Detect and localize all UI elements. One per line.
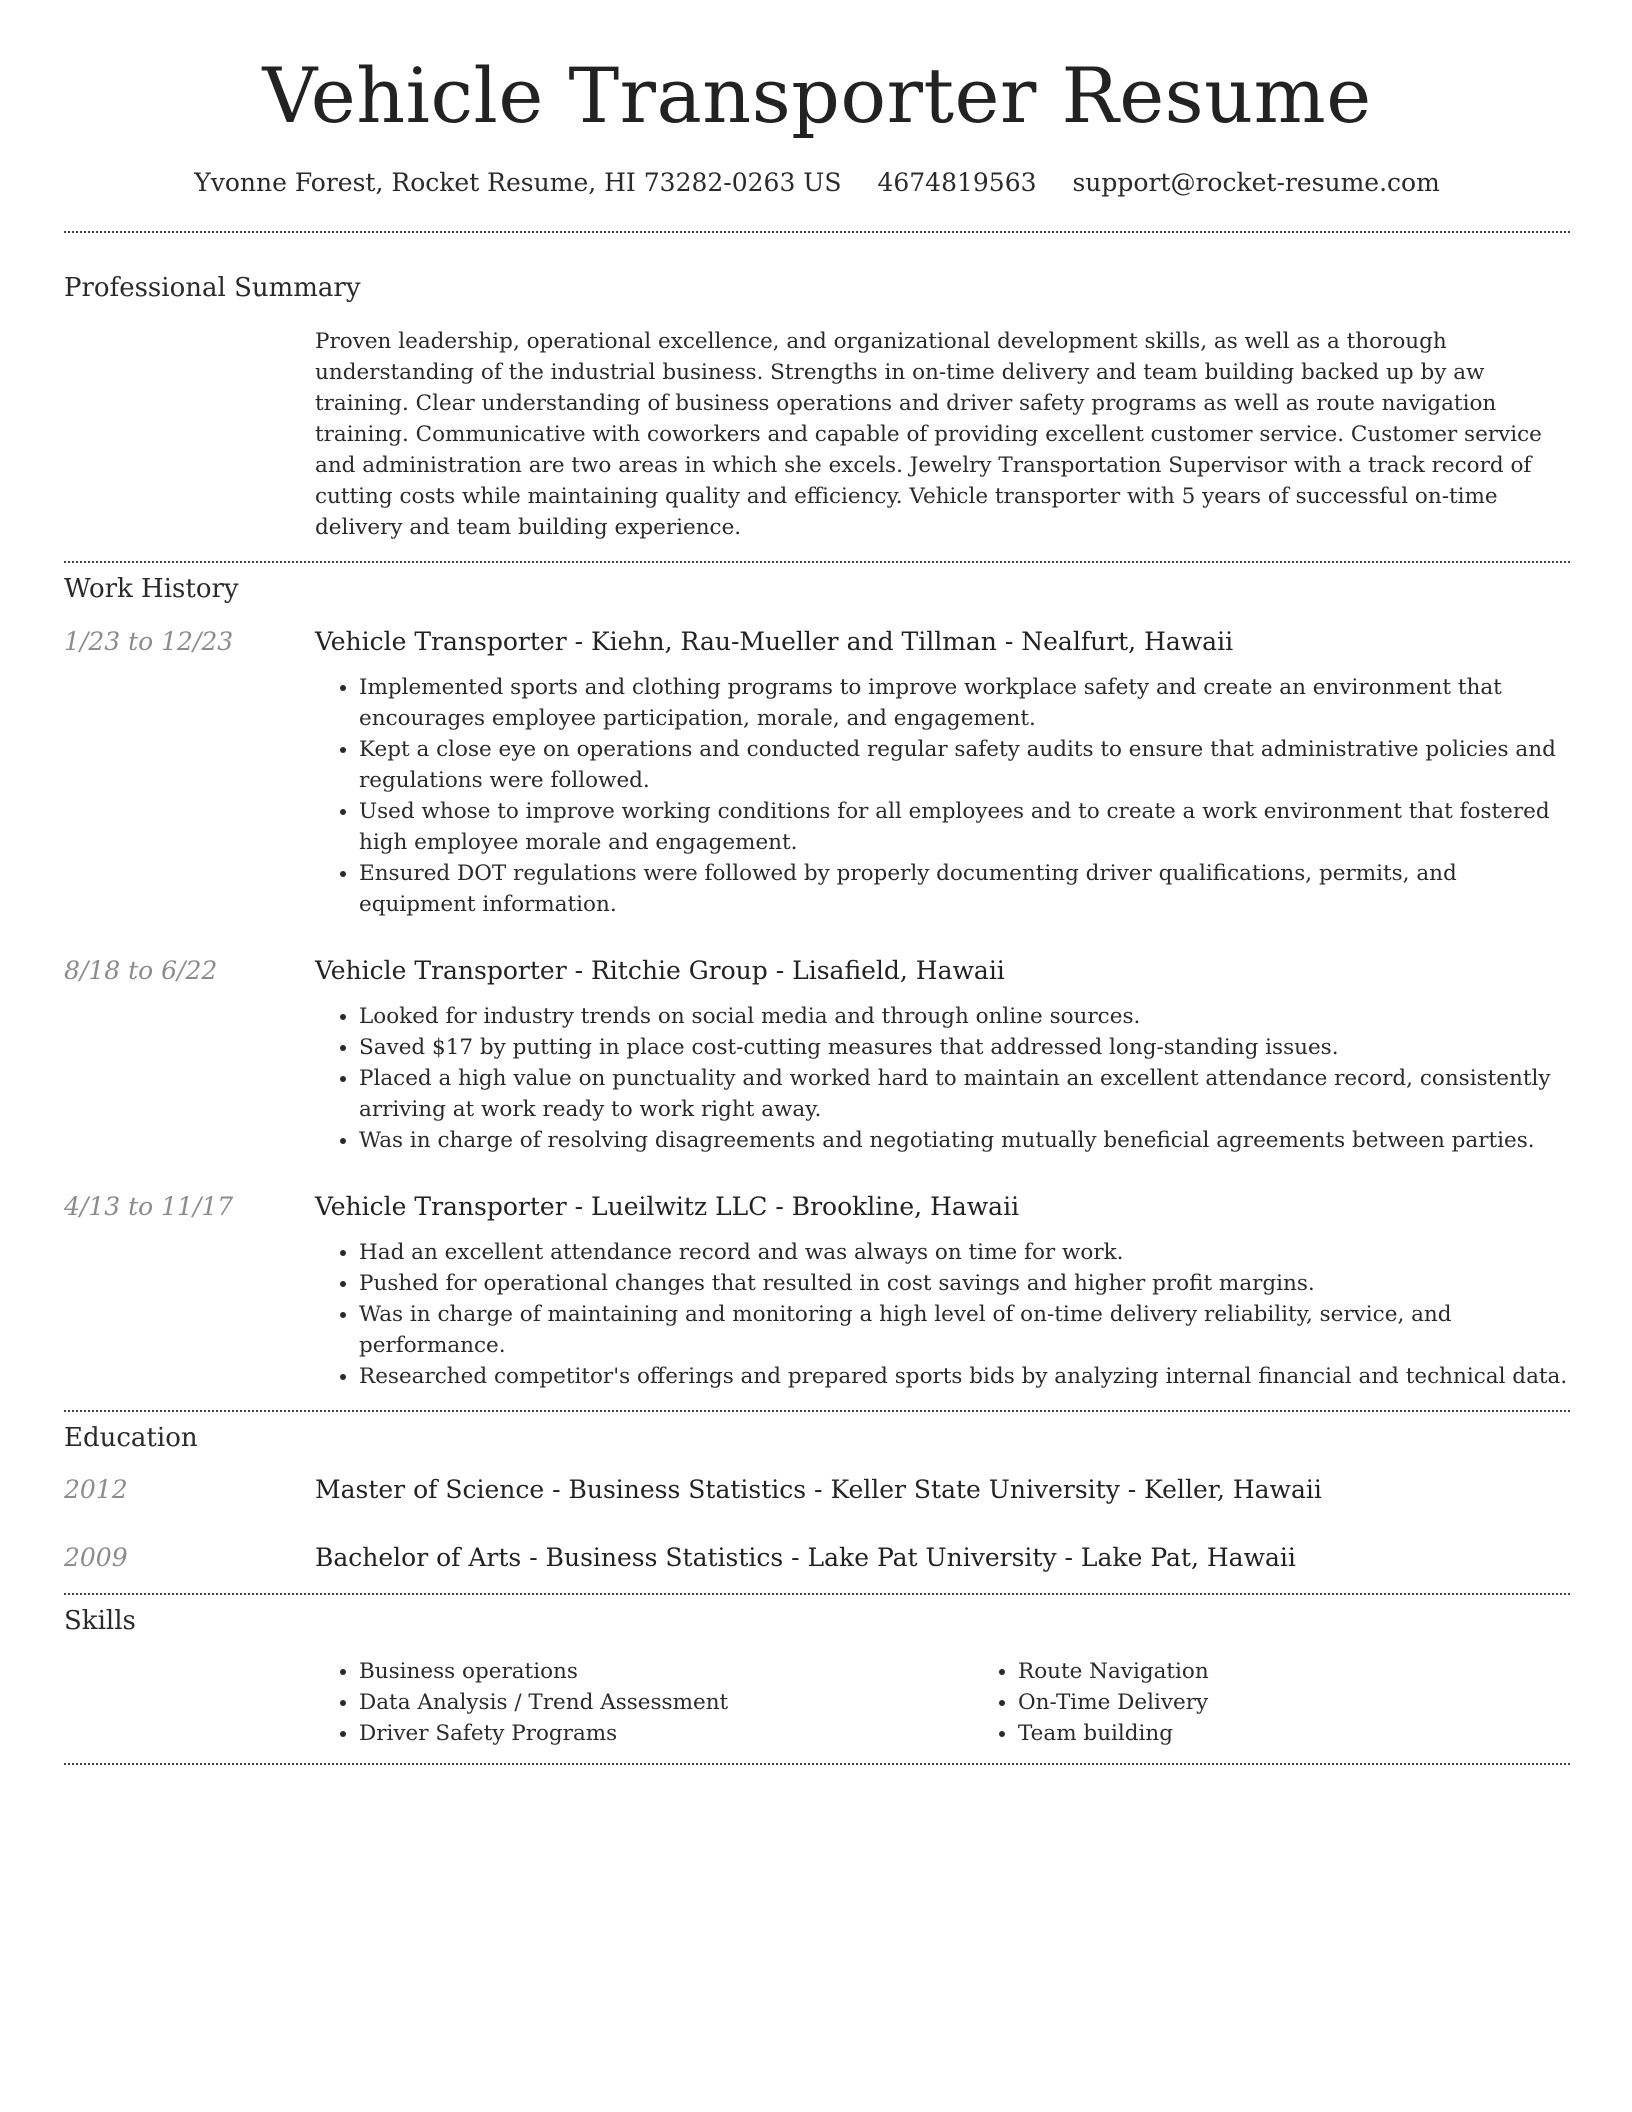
list-item: • Ensured DOT regulations were followed by properly documenting driver qualifications, permits, and equipment information. <box>359 858 1570 920</box>
list-item: • Looked for industry trends on social media and through online sources. <box>359 1001 1570 1032</box>
skills-heading: Skills <box>64 1606 136 1636</box>
job-bullets <box>315 672 1570 920</box>
list-item: • Kept a close eye on operations and conducted regular safety audits to ensure that administrative policies and regulations were followed. <box>359 734 1570 796</box>
list-item: • Was in charge of resolving disagreements and negotiating mutually beneficial agreements between parties. <box>359 1125 1570 1156</box>
skills-section <box>64 1656 1570 1749</box>
list-item: • Used whose to improve working conditions for all employees and to create a work environment that fostered high employee morale and engagement. <box>359 796 1570 858</box>
skill-item: • Business operations <box>359 1656 974 1687</box>
skill-item: • Driver Safety Programs <box>359 1718 974 1749</box>
list-item: • Pushed for operational changes that resulted in cost savings and higher profit margins. <box>359 1268 1570 1299</box>
education-entry <box>64 1473 1570 1507</box>
list-item: • Researched competitor's offerings and prepared sports bids by analyzing internal financial and technical data. <box>359 1361 1570 1392</box>
job-dates: 8/18 to 6/22 <box>64 956 218 985</box>
list-item: • Had an excellent attendance record and was always on time for work. <box>359 1237 1570 1268</box>
list-item: • Was in charge of maintaining and monitoring a high level of on-time delivery reliability, service, and performance. <box>359 1299 1570 1361</box>
job-entry <box>64 1190 1570 1392</box>
skill-item: • Team building <box>1018 1718 1632 1749</box>
list-item: • Placed a high value on punctuality and worked hard to maintain an excellent attendance record, consistently arriving at work ready to work right away. <box>359 1063 1570 1125</box>
job-bullets <box>315 1001 1570 1156</box>
contact-phone: 4674819563 <box>877 168 1037 197</box>
divider <box>64 1763 1570 1765</box>
divider <box>64 1410 1570 1412</box>
job-bullets <box>315 1237 1570 1392</box>
skills-list-left <box>315 1656 974 1749</box>
skills-list-right <box>974 1656 1632 1749</box>
job-title: Vehicle Transporter - Ritchie Group - Lisafield, Hawaii <box>315 956 1005 985</box>
job-dates: 1/23 to 12/23 <box>64 627 234 656</box>
skill-item: • Route Navigation <box>1018 1656 1632 1687</box>
resume-page <box>64 0 1570 1765</box>
list-item: • Saved $17 by putting in place cost-cutting measures that addressed long-standing issues. <box>359 1032 1570 1063</box>
education-heading: Education <box>64 1423 198 1453</box>
divider <box>64 231 1570 233</box>
skill-item: • On-Time Delivery <box>1018 1687 1632 1718</box>
education-year: 2009 <box>64 1543 128 1572</box>
contact-email: support@rocket-resume.com <box>1072 168 1440 197</box>
education-degree: Bachelor of Arts - Business Statistics - Lake Pat University - Lake Pat, Hawaii <box>315 1543 1296 1572</box>
summary-heading: Professional Summary <box>64 273 361 303</box>
list-item: • Implemented sports and clothing programs to improve workplace safety and create an environment that encourages employee participation, morale, and engagement. <box>359 672 1570 734</box>
education-degree: Master of Science - Business Statistics - Keller State University - Keller, Hawaii <box>315 1475 1322 1504</box>
contact-line <box>64 168 1570 197</box>
resume-title: Vehicle Transporter Resume <box>262 51 1372 140</box>
job-entry <box>64 625 1570 920</box>
contact-address: Yvonne Forest, Rocket Resume, HI 73282-0263 US <box>194 168 842 197</box>
summary-section <box>64 326 1570 543</box>
work-history-heading: Work History <box>64 574 239 604</box>
summary-text: Proven leadership, operational excellence, and organizational development skills, as well as a thorough understanding of the industrial business. Strengths in on-time delivery and team building backed up by aw training. Clear understanding of business operations and driver safety programs as well as route navigation training. Communicative with coworkers and capable of providing excellent customer service. Customer service and administration are two areas in which she excels. Jewelry Transportation Supervisor with a track record of cutting costs while maintaining quality and efficiency. Vehicle transporter with 5 years of successful on-time delivery and team building experience. <box>315 329 1542 540</box>
job-title: Vehicle Transporter - Kiehn, Rau-Mueller and Tillman - Nealfurt, Hawaii <box>315 627 1234 656</box>
divider <box>64 1593 1570 1595</box>
job-title: Vehicle Transporter - Lueilwitz LLC - Brookline, Hawaii <box>315 1192 1020 1221</box>
education-entry <box>64 1541 1570 1575</box>
job-entry <box>64 954 1570 1156</box>
job-dates: 4/13 to 11/17 <box>64 1192 234 1221</box>
divider <box>64 561 1570 563</box>
skill-item: • Data Analysis / Trend Assessment <box>359 1687 974 1718</box>
education-year: 2012 <box>64 1475 128 1504</box>
